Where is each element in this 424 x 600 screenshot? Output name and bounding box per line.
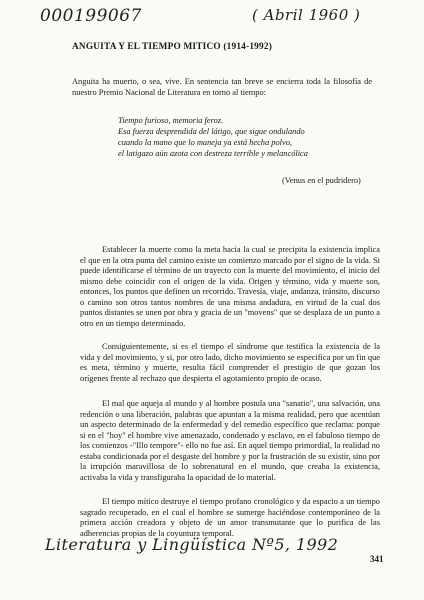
poem-line: cuando la mano que lo maneja ya está hecha polvo, [118, 137, 292, 147]
intro-paragraph: Anguita ha muerto, o sea, vive. En sentencia tan breve se encierra toda la filosofía de nuestro Premio Nacional de Literatura en torno al tiempo: [72, 77, 372, 97]
article-title: ANGUITA Y EL TIEMPO MITICO (1914-1992) [72, 42, 273, 52]
poem-quote [118, 116, 368, 160]
body-paragraph: Establecer la muerte como la meta hacia la cual se precipita la existencia implica el que en la otra punta del camino existe un comienzo marcado por el signo de la vida. Si puede identificarse el término de un trayecto con la muerte del movimiento, el inicio del mismo debe coincidir con el origen de la vida. Origen y término, vida y muerte son, entonces, los puntos que definen un recorrido. Travesía, viaje, andanza, tránsito, discurso o camino son otros tantos nombres de una misma andadura, en virtud de la cual dos puntos distantes se unen por obra y gracia de un "movens" que se desplaza de un punto a otro en un tiempo determinado. [80, 245, 380, 328]
poem-line: el latigazo aún azota con destreza terrible y melancólica [118, 148, 308, 158]
body-paragraph: El tiempo mítico destruye el tiempo profano cronológico y da espacio a un tiempo sagrado recuperado, en el cual el hombre se sumerge haciéndose contemporáneo de la primera acción creadora y objeto de un amor transmutante que lo purifica de las adherencias propias de la coyuntura temporal. [80, 497, 380, 538]
poem-line: Tiempo furioso, memoria feroz. [118, 116, 224, 125]
handwritten-date: ( Abril 1960 ) [252, 6, 361, 24]
body-paragraph: Consiguientemente, si es el tiempo el síndrome que testifica la existencia de la vida y del movimiento, y si, por otro lado, dicho movimiento se especifica por un fin que es meta, término y muerte, resulta fácil comprender el prestigio de que gozan los orígenes frente al rechazo que despierta el agotamiento propio de ocaso. [80, 342, 380, 383]
page-number: 341 [370, 554, 384, 564]
body-paragraph: El mal que aqueja al mundo y al hombre postula una "sanatio", una salvación, una redención o una liberación, palabras que apuntan a la misma realidad, pero que acentúan un aspecto determinado de la enfermedad y del remedio específico que reclama: porque si en el "hoy" el hombre vive amenazado, condenado y esclavo, en el fabuloso tiempo de los comienzos -"Illo tempore"- ello no fue así. En aquel tiempo primordial, la realidad no estaba condicionada por el desgaste del hombre y por la frustración de su existir, sino por la irrupción maravillosa de lo sobrenatural en el mundo, que creaba la existencia, activaba la vida y transfiguraba la opacidad de lo material. [80, 399, 380, 482]
handwritten-source-note: Literatura y Lingüística Nº5, 1992 [45, 535, 339, 554]
poem-attribution: (Venus en el pudridero) [282, 176, 361, 185]
handwritten-catalog-number: 000199067 [40, 6, 142, 26]
poem-line: Esa fuerza desprendida del látigo, que sigue ondulando [118, 126, 305, 136]
